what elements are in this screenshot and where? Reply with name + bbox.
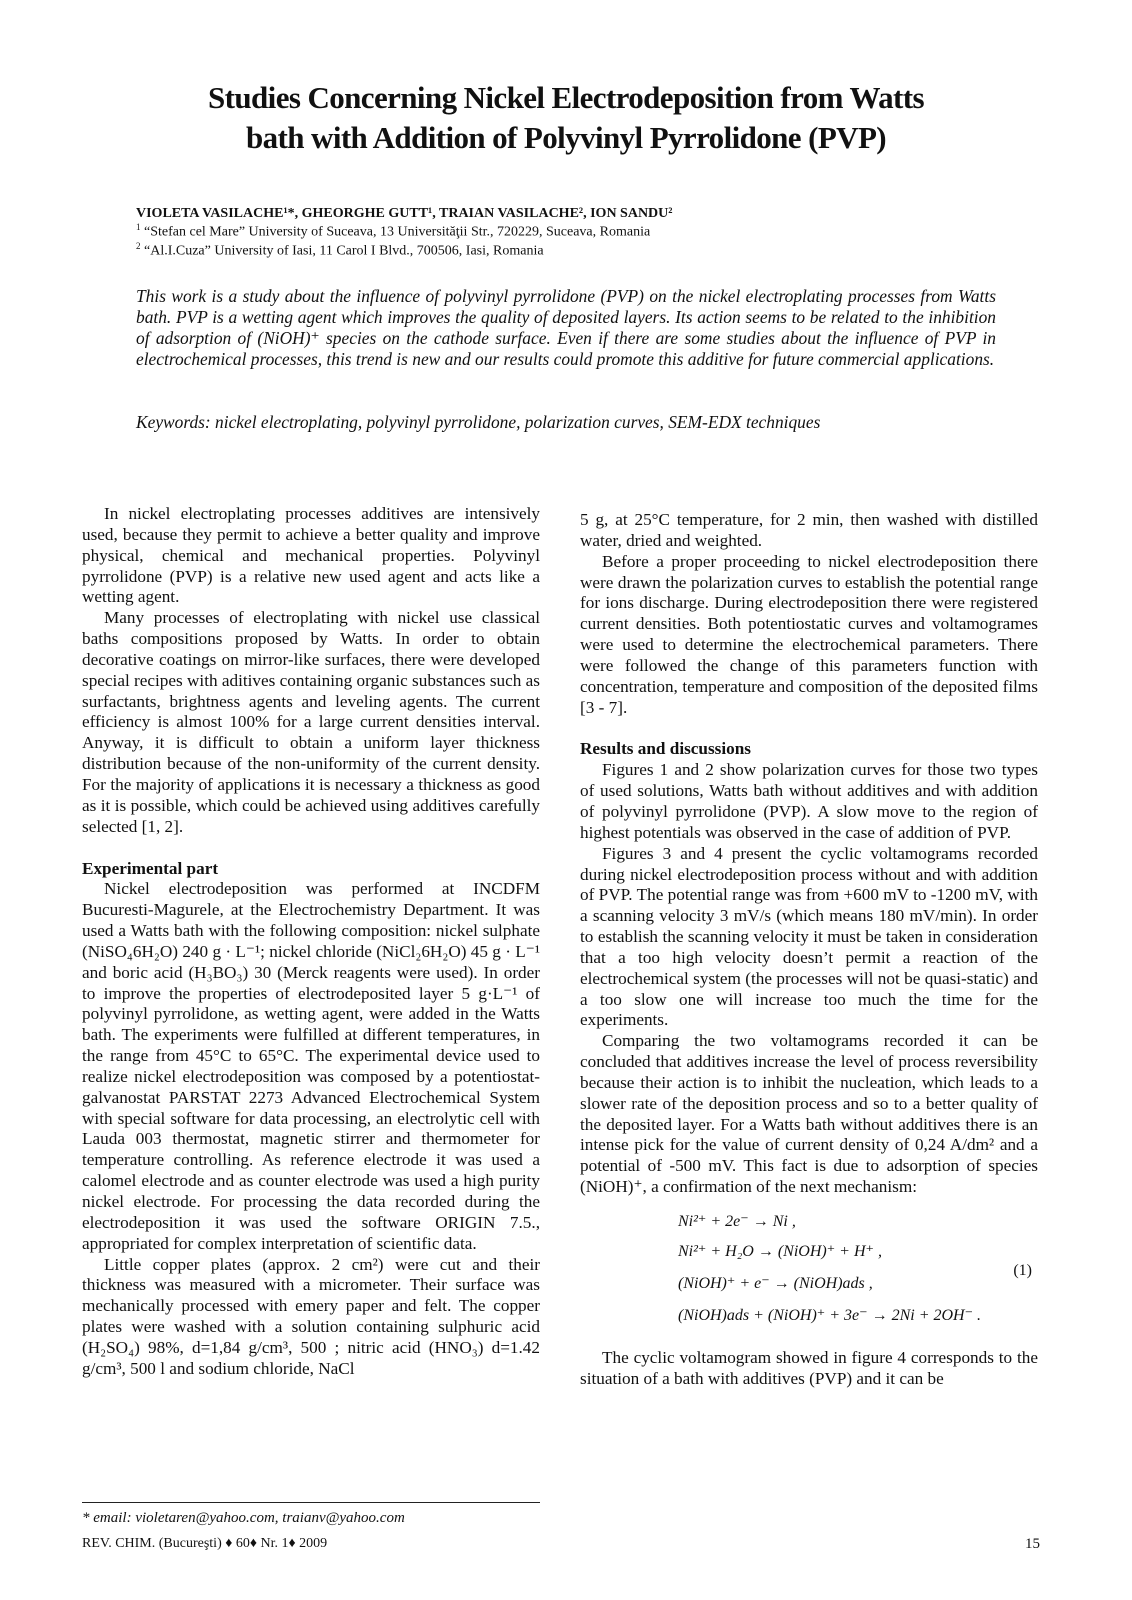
paragraph: Comparing the two voltamograms recorded it can be concluded that additives increase the level of process reversibility because their action is to inhibit the nucleation, which leads to a slower rate of the deposition process and so to a better quality of the deposited layer. For a Watts bath without additives there is an intense pick for the value of current density of 0,24 A/dm² and a potential of -500 mV. This fact is due to adsorption of species (NiOH)⁺, a confirmation of the next mechanism: [580, 1031, 1038, 1197]
footnote-email: * email: violetaren@yahoo.com, traianv@yahoo.com [82, 1510, 405, 1526]
affiliation-1 [136, 222, 650, 241]
section-heading-experimental: Experimental part [82, 858, 219, 878]
page-number: 15 [1025, 1536, 1040, 1552]
equation-line: (NiOH)ads + (NiOH)⁺ + 3e⁻ → 2Ni + 2OH⁻ . [678, 1307, 982, 1324]
paragraph: Nickel electrodeposition was performed at INCDFM Bucuresti-Magurele, at the Electrochemistry Department. It was used a Watts bath with the following composition: nickel sulphate (NiSO₄6H₂O) 240 g · L⁻¹; nickel chloride (NiCl₂6H₂O) 45 g · L⁻¹ and boric acid (H₃BO₃) 30 (Merck reagents were used). In order to improve the properties of electrodeposited layer 5 g·L⁻¹ of polyvinyl pyrrolidone, as wetting agent, were added in the Watts bath. The experiments were fulfilled at different temperatures, in the range from 45°C to 65°C. The experimental device used to realize nickel electrodeposition was composed by a potentiostat-galvanostat PARSTAT 2273 Advanced Electrochemical System with special software for data processing, an electrolytic cell with Lauda 003 thermostat, magnetic stirrer and thermometer for temperature controlling. As reference electrode it was used a calomel electrode and as counter electrode was used a high purity nickel electrode. For processing the data recorded during the electrodeposition it was used the software ORIGIN 7.5., appropriated for complex interpretation of scientific data. [82, 879, 540, 1253]
affiliation-text: “Al.I.Cuza” University of Iasi, 11 Carol I Blvd., 700506, Iasi, Romania [144, 243, 544, 259]
equation-number: (1) [1013, 1262, 1032, 1279]
affiliation-2 [136, 241, 544, 260]
journal-footer: REV. CHIM. (Bucureşti) ♦ 60♦ Nr. 1♦ 2009 [82, 1536, 328, 1551]
paragraph: Many processes of electroplating with nickel use classical baths compositions proposed by Watts. In order to obtain decorative coatings on mirror-like surfaces, there were developed special recipes with aditives containing organic substances such as surfactants, brightness agents and leveling agents. The current efficiency is almost 100% for a large current densities interval. Anyway, it is difficult to obtain a uniform layer thickness distribution because of the non-uniformity of the current density. For the majority of applications it is necessary a thickness as good as it is possible, which could be achieved using additives carefully selected [1, 2]. [82, 608, 540, 836]
equation-line: Ni²⁺ + H₂O → (NiOH)⁺ + H⁺ , [678, 1243, 882, 1260]
abstract: This work is a study about the influence of polyvinyl pyrrolidone (PVP) on the nickel electroplating processes from Watts bath. PVP is a wetting agent which improves the quality of deposited layers. Its action seems to be related to the inhibition of adsorption of (NiOH)⁺ species on the cathode surface. Even if there are some studies about the influence of PVP in electrochemical processes, this trend is new and our results could promote this additive for future commercial applications. [136, 286, 996, 369]
title-line-1: Studies Concerning Nickel Electrodeposition from Watts [208, 80, 924, 115]
title-line-2: bath with Addition of Polyvinyl Pyrrolidone (PVP) [245, 120, 887, 155]
affiliation-mark: 1 [136, 222, 141, 232]
paragraph: Figures 3 and 4 present the cyclic voltamograms recorded during nickel electrodeposition process without and with addition of PVP. The potential range was from +600 mV to -1200 mV, with a scanning velocity 3 mV/s (which means 180 mV/min). In order to establish the scanning velocity it must be taken in consideration that a too high velocity doesn’t permit a reaction of the electrochemical system (the processes will not be quasi-static) and a too slow one will increase too much the time for the experiments. [580, 843, 1038, 1030]
paragraph: In nickel electroplating processes additives are intensively used, because they permit to achieve a better quality and improve physical, chemical and mechanical properties. Polyvinyl pyrrolidone (PVP) is a relative new used agent and acts like a wetting agent. [82, 504, 540, 607]
right-column [580, 510, 1038, 1390]
equation-block [580, 1198, 1038, 1348]
footnote-rule [82, 1502, 540, 1503]
affiliation-mark: 2 [136, 241, 141, 251]
paragraph: The cyclic voltamogram showed in figure 4 corresponds to the situation of a bath with additives (PVP) and it can be [580, 1348, 1038, 1388]
paragraph: Before a proper proceeding to nickel electrodeposition there were drawn the polarization curves to establish the potential range for ions discharge. During electrodeposition there were registered current densities. Both potentiostatic curves and voltamogrames were used to determine the electrochemical parameters. There were followed the change of this parameters function with concentration, temperature and composition of the deposited films [3 - 7]. [580, 551, 1038, 717]
paragraph: Little copper plates (approx. 2 cm²) were cut and their thickness was measured with a micrometer. Their surface was mechanically processed with emery paper and felt. The copper plates were washed with a solution containing sulphuric acid (H₂SO₄) 98%, d=1,84 g/cm³, 500 ; nitric acid (HNO₃) d=1.42 g/cm³, 500 l and sodium chloride, NaCl [82, 1254, 540, 1378]
section-heading-results: Results and discussions [580, 739, 751, 759]
paper-title [140, 78, 992, 158]
left-column [82, 504, 540, 1380]
keywords: Keywords: nickel electroplating, polyvinyl pyrrolidone, polarization curves, SEM-EDX techniques [136, 412, 821, 432]
paragraph: 5 g, at 25°C temperature, for 2 min, then washed with distilled water, dried and weighted. [580, 510, 1038, 550]
affiliation-text: “Stefan cel Mare” University of Suceava, 13 Universităţii Str., 720229, Suceava, Romania [144, 224, 651, 240]
equation-line: (NiOH)⁺ + e⁻ → (NiOH)ads , [678, 1275, 873, 1292]
author-list: VIOLETA VASILACHE¹*, GHEORGHE GUTT¹, TRAIAN VASILACHE², ION SANDU² [136, 206, 673, 221]
paragraph: Figures 1 and 2 show polarization curves for those two types of used solutions, Watts bath without additives and with addition of polyvinyl pyrrolidone (PVP). A slow move to the region of highest potentials was observed in the case of addition of PVP. [580, 760, 1038, 842]
equation-line: Ni²⁺ + 2e⁻ → Ni , [678, 1213, 796, 1230]
